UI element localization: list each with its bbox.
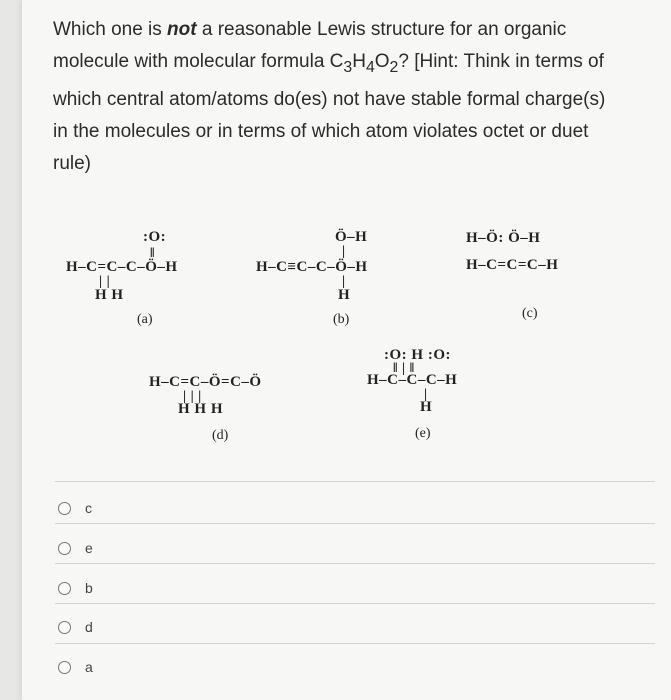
- structure-a-label: (a): [137, 312, 153, 327]
- option-d[interactable]: d: [58, 612, 93, 642]
- divider: [55, 643, 655, 644]
- radio-button[interactable]: [58, 542, 71, 555]
- option-a[interactable]: a: [58, 652, 93, 682]
- divider: [55, 603, 655, 604]
- question-emphasis: not: [167, 19, 197, 40]
- option-c[interactable]: c: [58, 493, 92, 523]
- option-e[interactable]: e: [58, 533, 93, 563]
- option-b[interactable]: b: [58, 573, 93, 603]
- question-text: Which one is not a reasonable Lewis structure for an organic molecule with molecular formula $C_3H_4O_2$? [Hint: Think in terms of which central atom/atoms do(es) not have stable formal charge(s) in the molecules or in terms of which atom violates octet or duet rule): [53, 19, 606, 174]
- radio-button[interactable]: [58, 661, 71, 674]
- divider: [55, 523, 655, 524]
- structure-b-label: (b): [333, 312, 350, 327]
- structure-e-label: (e): [415, 426, 431, 441]
- radio-button[interactable]: [58, 621, 71, 634]
- divider: [55, 481, 655, 482]
- divider: [55, 563, 655, 564]
- structure-d-label: (d): [212, 428, 229, 443]
- radio-button[interactable]: [58, 502, 71, 515]
- lewis-structures-figure: :O: ‖ H–C=C–C–Ö–H | | H H (a) Ö–H | H–C≡C–C–Ö–H | H (b) H–Ö: Ö–H H–C=C=C–H (c) H–C=C–Ö=C–Ö | | | H H H (d) :O: H :O: ‖ | ‖ H–C–C–C–H | H (e): [66, 229, 559, 443]
- structure-c-label: (c): [522, 306, 538, 321]
- radio-button[interactable]: [58, 582, 71, 595]
